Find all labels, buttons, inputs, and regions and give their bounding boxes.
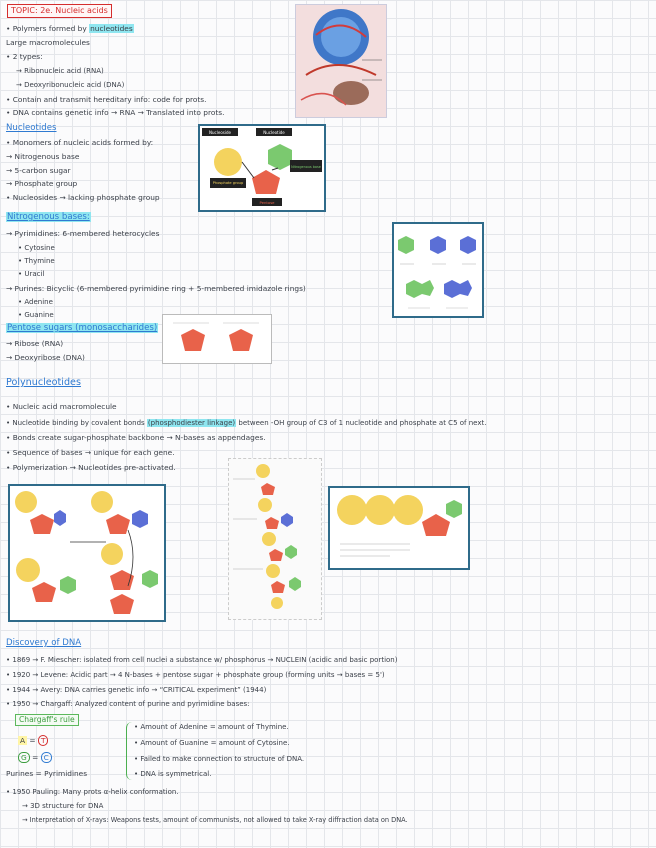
nucleotides-line-1: • Monomers of nucleic acids formed by:: [6, 138, 154, 147]
intro-line-6: • Contain and transmit hereditary info: code for prots.: [6, 95, 207, 104]
sugars-line-1: → Ribose (RNA): [6, 339, 64, 348]
bases-line-3: • Thymine: [18, 257, 55, 265]
phosphate-circle: [214, 148, 242, 176]
chargaff-rule-4: • DNA is symmetrical.: [134, 770, 212, 778]
intro-line-7: • DNA contains genetic info → RNA → Translated into prots.: [6, 108, 225, 117]
intro-line-1: • Polymers formed by nucleotides: [6, 24, 133, 33]
pentose-shape: [252, 170, 280, 194]
label-pentose: Pentose: [259, 200, 275, 205]
intro-line-4: → Ribonucleic acid (RNA): [16, 67, 104, 75]
nucleotides-heading: Nucleotides: [6, 123, 57, 133]
nucleotides-line-2: → Nitrogenous base: [6, 152, 80, 161]
sugars-heading: Pentose sugars (monosaccharides): [7, 323, 158, 333]
intro-line-2: Large macromolecules: [6, 38, 90, 47]
nucleotides-line-5: • Nucleosides → lacking phosphate group: [6, 193, 160, 202]
poly-line-1: • Nucleic acid macromolecule: [6, 402, 117, 411]
bases-line-5: → Purines: Bicyclic (6-membered pyrimidine ring + 5-membered imidazole rings): [6, 284, 306, 293]
poly-line-5: • Polymerization → Nucleotides pre-activated.: [6, 463, 176, 472]
chargaff-rule-1: • Amount of Adenine = amount of Thymine.: [134, 723, 289, 731]
topic-title: TOPIC: 2e. Nucleic acids: [7, 4, 112, 18]
discovery-heading: Discovery of DNA: [6, 638, 82, 648]
watson-line-1: • 1950 Pauling: Many prots α-helix conformation.: [6, 788, 179, 796]
triphosphate-figure: [328, 486, 470, 570]
base-hexagon: [268, 144, 292, 170]
poly-line-3: • Bonds create sugar-phosphate backbone → N-bases as appendages.: [6, 433, 266, 442]
chargaff-rule-3: • Failed to make connection to structure of DNA.: [134, 755, 305, 763]
discovery-line-1: • 1869 → F. Miescher: isolated from cell nuclei a substance w/ phosphorus → NUCLEIN (acidic and basic portion): [6, 656, 398, 664]
watson-line-3: → Interpretation of X-rays: Weapons tests, amount of communists, not allowed to take X-ray diffraction data on DNA.: [22, 816, 408, 824]
cell-nucleus-figure: [295, 4, 387, 118]
polynucleotides-heading: Polynucleotides: [6, 377, 81, 388]
nucleotides-line-3: → 5-carbon sugar: [6, 166, 71, 175]
bases-line-6: • Adenine: [18, 298, 53, 306]
label-nitrogenous-base: Nitrogenous base: [291, 165, 321, 169]
chargaff-pair-2: G = C: [18, 753, 52, 763]
chargaff-rule-2: • Amount of Guanine = amount of Cytosine.: [134, 739, 290, 747]
bases-structures-figure: [392, 222, 484, 318]
chargaff-pair-1: A = T: [18, 736, 48, 746]
chargaff-purines: Purines = Pyrimidines: [6, 769, 88, 778]
polymerization-figure: [8, 484, 166, 622]
sugars-line-2: → Deoxyribose (DNA): [6, 353, 85, 362]
bases-line-7: • Guanine: [18, 311, 54, 319]
nucleotide-structure-figure: [198, 124, 326, 212]
dna-strand-figure: [228, 458, 322, 620]
nucleotides-line-4: → Phosphate group: [6, 179, 78, 188]
chargaff-brace: [126, 722, 133, 780]
poly-line-4: • Sequence of bases → unique for each gene.: [6, 448, 175, 457]
intro-line-5: → Deoxyribonucleic acid (DNA): [16, 81, 125, 89]
poly-line-2: • Nucleotide binding by covalent bonds (phosphodiester linkage) between -OH group of C3 of 1 nucleotide and phosphate at C5 of next.: [6, 419, 487, 427]
intro-line-3: • 2 types:: [6, 52, 43, 61]
label-nucleotide: Nucleotide: [263, 130, 285, 135]
discovery-line-2: • 1920 → Levene: Acidic part → 4 N-bases + pentose sugar + phosphate group (forming units → bases = 5'): [6, 671, 385, 679]
label-nucleoside: Nucleoside: [209, 130, 231, 135]
chargaff-title: Chargaff's rule: [15, 714, 79, 726]
bases-line-4: • Uracil: [18, 270, 45, 278]
watson-line-2: → 3D structure for DNA: [22, 802, 104, 810]
bases-line-2: • Cytosine: [18, 244, 55, 252]
discovery-line-3: • 1944 → Avery: DNA carries genetic info → “CRITICAL experiment” (1944): [6, 686, 267, 694]
label-phosphate-group: Phosphate group: [212, 181, 244, 185]
discovery-line-4: • 1950 → Chargaff: Analyzed content of purine and pyrimidine bases:: [6, 700, 250, 708]
bases-line-1: → Pyrimidines: 6-membered heterocycles: [6, 229, 160, 238]
pentose-sugars-figure: [162, 314, 272, 364]
bases-heading: Nitrogenous bases:: [7, 212, 90, 222]
